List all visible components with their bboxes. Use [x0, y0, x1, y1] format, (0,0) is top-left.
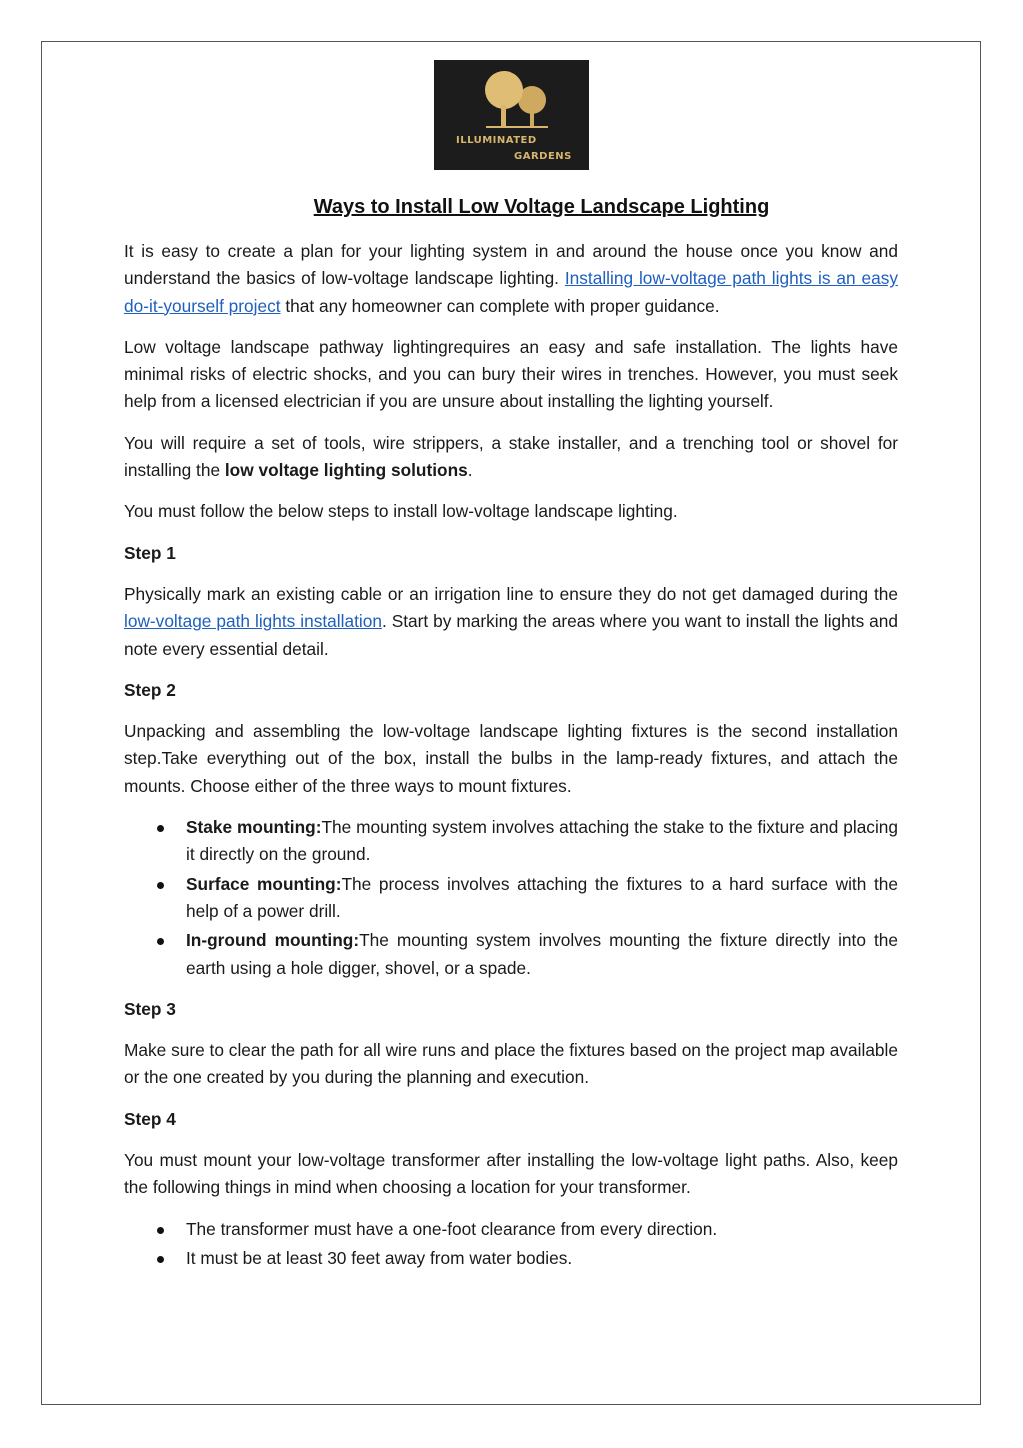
path-lights-installation-link[interactable]: low-voltage path lights installation — [124, 611, 382, 632]
logo-text-line1: ILLUMINATED — [456, 135, 537, 146]
intro-text-start: It is easy to create a plan for your lighting system in and around the house once you know and understand the basics of low-voltage landscape lighting. — [124, 241, 898, 289]
diy-project-link[interactable]: Installing low-voltage path lights is an easy do-it-yourself project — [124, 268, 898, 316]
bullet-text: The process involves attaching the fixtures to a hard surface with the help of a power drill. — [186, 873, 898, 921]
step-4-heading: Step 4 — [124, 1108, 176, 1129]
bullet-bold-label: In-ground mounting: — [186, 930, 360, 951]
step-1-text-start: Physically mark an existing cable or an irrigation line to ensure they do not get damaged during the — [124, 583, 898, 604]
step-4-paragraph: You must mount your low-voltage transformer after installing the low-voltage light paths. Also, keep the following things in mind when choosing a location for your transformer. — [124, 1150, 898, 1198]
step-1-text-end: . Start by marking the areas where you want to install the lights and note every essential detail. — [124, 611, 899, 659]
bullet-bold-label: Stake mounting: — [186, 817, 322, 838]
bullet-icon — [157, 825, 164, 832]
step-3-paragraph: Make sure to clear the path for all wire runs and place the fixtures based on the project map available or the one created by you during the planning and execution. — [124, 1040, 898, 1088]
list-item — [124, 814, 898, 869]
illuminated-gardens-logo — [434, 60, 589, 170]
step-3-heading: Step 3 — [124, 998, 176, 1019]
logo-text-line2: GARDENS — [514, 151, 572, 162]
bullet-icon — [157, 882, 164, 889]
lighting-solutions-bold: low voltage lighting solutions — [224, 460, 468, 481]
step-1-paragraph — [124, 581, 898, 663]
list-item — [124, 1245, 898, 1272]
list-item — [124, 871, 898, 926]
step-1-heading: Step 1 — [124, 542, 176, 563]
intro-paragraph — [124, 238, 898, 320]
tools-text-start: You will require a set of tools, wire strippers, a stake installer, and a trenching tool or shovel for installing the — [124, 432, 898, 481]
bullet-icon — [157, 1227, 164, 1234]
bullet-icon — [157, 1256, 164, 1263]
bullet-bold-label: Surface mounting: — [186, 873, 342, 894]
bullet-text: The mounting system involves mounting the fixture directly into the earth using a hole digger, shovel, or a spade. — [186, 930, 898, 978]
transformer-tips-list — [124, 1216, 898, 1273]
bullet-text: The mounting system involves attaching the stake to the fixture and placing it directly on the ground. — [186, 817, 899, 865]
mounting-options-list — [124, 814, 898, 982]
safety-paragraph: Low voltage landscape pathway lightingrequires an easy and safe installation. The lights have minimal risks of electric shocks, and you can bury their wires in trenches. However, you must seek help from a licensed electrician if you are unsure about installing the lighting yourself. — [124, 336, 898, 412]
bullet-text: It must be at least 30 feet away from water bodies. — [186, 1247, 573, 1268]
list-item — [124, 1216, 898, 1243]
intro-text-end: that any homeowner can complete with proper guidance. — [280, 295, 720, 316]
document-title: Ways to Install Low Voltage Landscape Lighting — [313, 196, 770, 218]
tools-text-end: . — [467, 460, 473, 481]
bullet-text: The transformer must have a one-foot clearance from every direction. — [186, 1218, 718, 1239]
step-2-paragraph: Unpacking and assembling the low-voltage landscape lighting fixtures is the second installation step.Take everything out of the box, install the bulbs in the lamp-ready fixtures, and attach the mounts. Choose either of the three ways to mount fixtures. — [124, 721, 898, 796]
list-item — [124, 927, 898, 982]
bullet-icon — [157, 938, 164, 945]
document-body — [124, 238, 898, 1286]
tools-paragraph — [124, 430, 898, 485]
step-2-heading: Step 2 — [124, 679, 176, 700]
steps-intro-paragraph: You must follow the below steps to install low-voltage landscape lighting. — [124, 501, 678, 522]
